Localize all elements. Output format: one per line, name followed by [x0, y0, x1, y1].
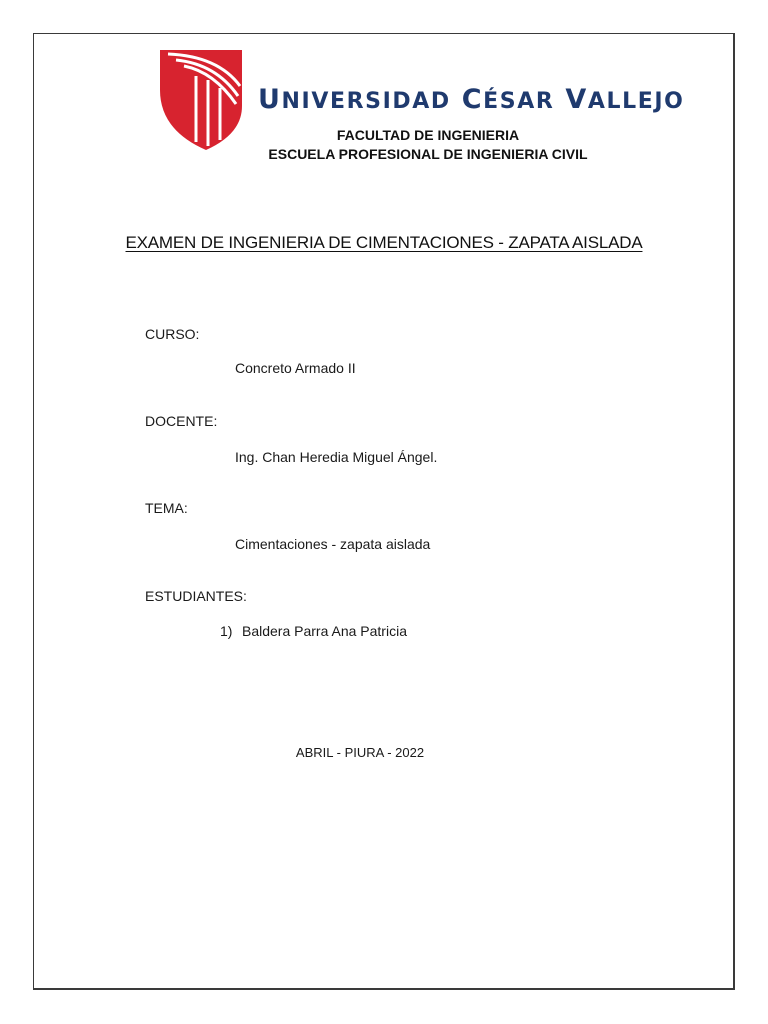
- faculty-name: FACULTAD DE INGENIERIA: [336, 127, 520, 143]
- curso-value: Concreto Armado II: [235, 360, 356, 376]
- tema-value: Cimentaciones - zapata aislada: [235, 536, 431, 552]
- student-number: 1): [220, 623, 233, 639]
- school-name: ESCUELA PROFESIONAL DE INGENIERIA CIVIL: [268, 146, 588, 162]
- list-item: [220, 623, 407, 639]
- footer-date: ABRIL - PIURA - 2022: [295, 745, 425, 760]
- student-name: Baldera Parra Ana Patricia: [242, 623, 407, 639]
- estudiantes-label: ESTUDIANTES:: [145, 588, 247, 604]
- tema-label: TEMA:: [145, 500, 188, 516]
- docente-value: Ing. Chan Heredia Miguel Ángel.: [235, 449, 438, 465]
- docente-label: DOCENTE:: [145, 413, 218, 429]
- curso-label: CURSO:: [145, 326, 200, 342]
- university-name: UNIVERSIDAD CÉSAR VALLEJO: [258, 84, 685, 115]
- page-border: [33, 33, 735, 990]
- page-title: EXAMEN DE INGENIERIA DE CIMENTACIONES - ZAPATA AISLADA: [125, 233, 643, 252]
